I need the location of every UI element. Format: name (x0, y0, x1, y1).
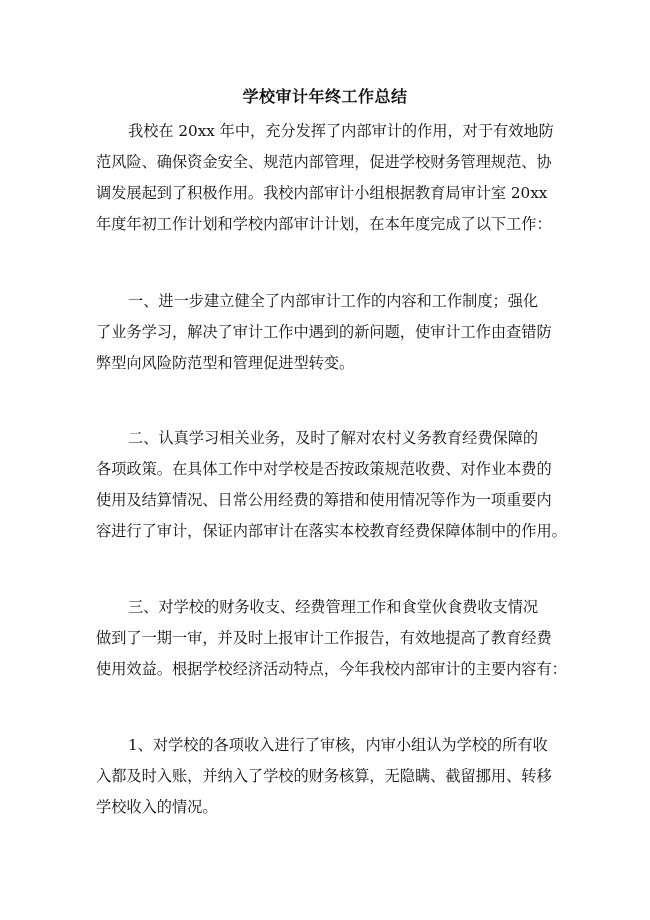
paragraph-line: 范风险、确保资金安全、规范内部管理，促进学校财务管理规范、协 (96, 153, 552, 171)
paragraph-line: 弊型向风险防范型和管理促进型转变。 (96, 354, 355, 372)
paragraph-line: 1、对学校的各项收入进行了审核，内审小组认为学校的所有收 (128, 736, 548, 754)
paragraph-line: 了业务学习，解决了审计工作中遇到的新问题，使审计工作由查错防 (96, 323, 552, 341)
paragraph-line: 使用效益。根据学校经济活动特点，今年我校内部审计的主要内容有： (96, 660, 567, 678)
paragraph-section-three (96, 592, 567, 685)
paragraph-section-one (96, 286, 558, 379)
paragraph-line: 做到了一期一审，并及时上报审计工作报告，有效地提高了教育经费 (96, 629, 552, 647)
paragraph-line: 使用及结算情况、日常公用经费的筹措和使用情况等作为一项重要内 (96, 491, 552, 509)
paragraph-section-two (96, 423, 567, 547)
paragraph-line: 我校在 20xx 年中，充分发挥了内部审计的作用，对于有效地防 (128, 122, 554, 140)
paragraph-line: 一、进一步建立健全了内部审计工作的内容和工作制度；强化 (128, 292, 539, 310)
paragraph-item-one (96, 730, 558, 823)
paragraph-line: 学校收入的情况。 (96, 798, 218, 816)
paragraph-line: 入都及时入账，并纳入了学校的财务核算，无隐瞒、截留挪用、转移 (96, 767, 552, 785)
document-title: 学校审计年终工作总结 (242, 87, 408, 106)
paragraph-line: 容进行了审计，保证内部审计在落实本校教育经费保障体制中的作用。 (96, 522, 567, 540)
paragraph-line: 各项政策。在具体工作中对学校是否按政策规范收费、对作业本费的 (96, 460, 552, 478)
paragraph-line: 二、认真学习相关业务，及时了解对农村义务教育经费保障的 (128, 429, 539, 447)
paragraph-line: 调发展起到了积极作用。我校内部审计小组根据教育局审计室 20xx (96, 184, 548, 202)
paragraph-line: 年度年初工作计划和学校内部审计计划，在本年度完成了以下工作： (96, 215, 552, 233)
paragraph-intro (96, 116, 558, 240)
paragraph-line: 三、对学校的财务收支、经费管理工作和食堂伙食费收支情况 (128, 598, 539, 616)
